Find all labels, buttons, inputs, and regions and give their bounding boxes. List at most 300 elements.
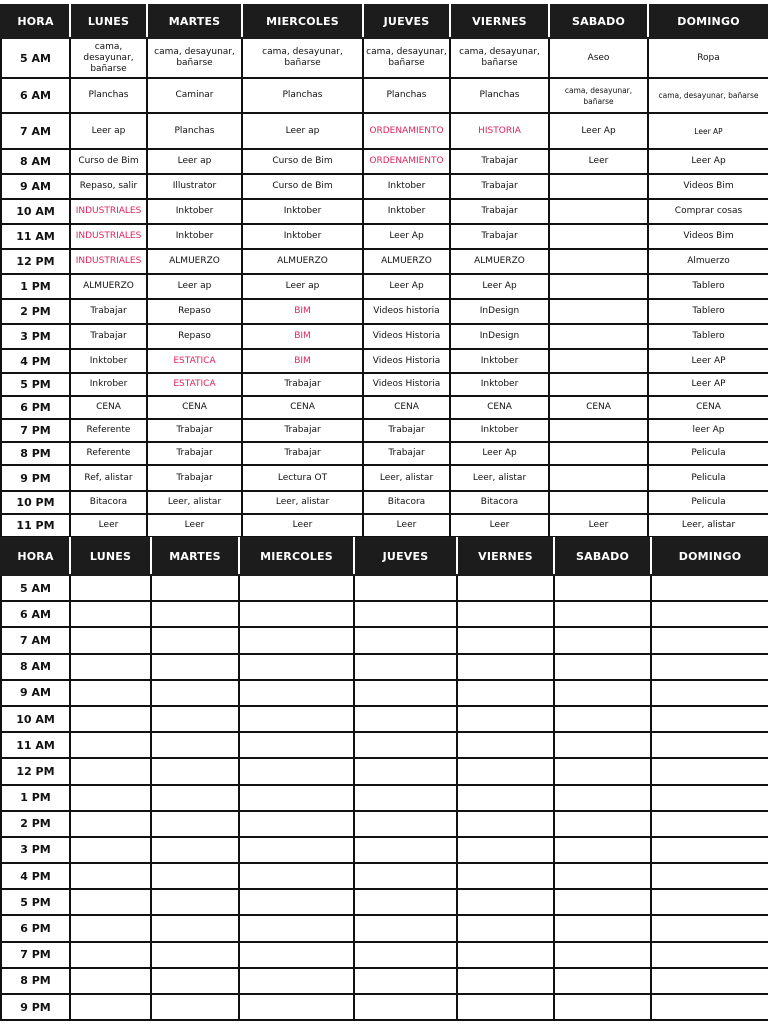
empty-cell-viernes (457, 811, 554, 837)
cell-miercoles: BIM (242, 299, 363, 324)
table-row (1, 968, 768, 994)
hour-label: 7 AM (1, 113, 70, 149)
empty-cell-jueves (354, 575, 457, 601)
hour-label: 4 PM (1, 349, 70, 373)
empty-cell-lunes (70, 785, 151, 811)
hour-label: 10 AM (1, 199, 70, 224)
cell-jueves: Inktober (363, 199, 450, 224)
empty-cell-miercoles (239, 863, 354, 889)
empty-cell-jueves (354, 758, 457, 784)
empty-cell-sabado (554, 680, 651, 706)
cell-martes: Trabajar (147, 465, 242, 491)
empty-cell-miercoles (239, 942, 354, 968)
empty-cell-martes (151, 994, 239, 1020)
cell-domingo: Videos Bim (648, 224, 768, 249)
table-row (1, 149, 768, 174)
cell-viernes: Leer Ap (450, 274, 549, 299)
cell-miercoles: CENA (242, 396, 363, 419)
hour-label: 11 AM (1, 732, 70, 758)
empty-cell-martes (151, 654, 239, 680)
empty-cell-domingo (651, 785, 768, 811)
cell-jueves: Leer Ap (363, 274, 450, 299)
empty-cell-jueves (354, 732, 457, 758)
cell-lunes: Repaso, salir (70, 174, 147, 199)
cell-martes: ESTATICA (147, 349, 242, 373)
cell-jueves: Leer (363, 514, 450, 537)
table-row (1, 299, 768, 324)
table-row (1, 465, 768, 491)
cell-martes: Trabajar (147, 419, 242, 442)
table-row (1, 38, 768, 78)
hour-label: 3 PM (1, 324, 70, 349)
cell-jueves: Videos historia (363, 299, 450, 324)
cell-miercoles: Trabajar (242, 419, 363, 442)
cell-sabado: Leer (549, 149, 648, 174)
cell-domingo: Tablero (648, 299, 768, 324)
cell-lunes: Ref, alistar (70, 465, 147, 491)
empty-cell-domingo (651, 732, 768, 758)
cell-domingo: Leer Ap (648, 149, 768, 174)
empty-cell-martes (151, 601, 239, 627)
cell-martes: Planchas (147, 113, 242, 149)
empty-cell-lunes (70, 627, 151, 653)
cell-jueves: Videos Historia (363, 349, 450, 373)
table-row (1, 654, 768, 680)
empty-cell-viernes (457, 680, 554, 706)
cell-viernes: Inktober (450, 373, 549, 396)
header-row (1, 5, 768, 38)
empty-cell-sabado (554, 706, 651, 732)
cell-martes: CENA (147, 396, 242, 419)
cell-jueves: CENA (363, 396, 450, 419)
empty-cell-jueves (354, 627, 457, 653)
empty-cell-jueves (354, 680, 457, 706)
table-row (1, 249, 768, 274)
empty-cell-jueves (354, 654, 457, 680)
empty-cell-miercoles (239, 601, 354, 627)
cell-lunes: INDUSTRIALES (70, 199, 147, 224)
cell-miercoles: Inktober (242, 224, 363, 249)
cell-martes: cama, desayunar, bañarse (147, 38, 242, 78)
hour-label: 11 PM (1, 514, 70, 537)
cell-domingo: CENA (648, 396, 768, 419)
cell-jueves: Inktober (363, 174, 450, 199)
cell-viernes: Trabajar (450, 174, 549, 199)
cell-miercoles: Leer, alistar (242, 491, 363, 514)
cell-sabado (549, 224, 648, 249)
cell-martes: Leer (147, 514, 242, 537)
cell-domingo: Leer AP (648, 349, 768, 373)
empty-cell-lunes (70, 863, 151, 889)
cell-domingo: Leer AP (648, 113, 768, 149)
empty-cell-martes (151, 706, 239, 732)
cell-lunes: Leer (70, 514, 147, 537)
empty-cell-viernes (457, 968, 554, 994)
empty-cell-miercoles (239, 811, 354, 837)
table-row (1, 373, 768, 396)
cell-lunes: INDUSTRIALES (70, 249, 147, 274)
cell-martes: Trabajar (147, 442, 242, 465)
hour-label: 11 AM (1, 224, 70, 249)
table-row (1, 199, 768, 224)
empty-cell-lunes (70, 601, 151, 627)
empty-cell-martes (151, 811, 239, 837)
hour-label: 8 AM (1, 654, 70, 680)
header-martes: MARTES (147, 5, 242, 38)
empty-cell-miercoles (239, 758, 354, 784)
empty-cell-domingo (651, 706, 768, 732)
cell-jueves: Videos Historia (363, 373, 450, 396)
empty-cell-viernes (457, 575, 554, 601)
cell-miercoles: Trabajar (242, 442, 363, 465)
cell-miercoles: Inktober (242, 199, 363, 224)
empty-cell-viernes (457, 601, 554, 627)
empty-cell-martes (151, 942, 239, 968)
empty-cell-domingo (651, 915, 768, 941)
table-row (1, 324, 768, 349)
empty-cell-lunes (70, 889, 151, 915)
hour-label: 1 PM (1, 785, 70, 811)
cell-jueves: cama, desayunar, bañarse (363, 38, 450, 78)
empty-cell-lunes (70, 575, 151, 601)
cell-martes: Caminar (147, 78, 242, 113)
cell-jueves: Videos Historia (363, 324, 450, 349)
empty-cell-miercoles (239, 837, 354, 863)
empty-cell-sabado (554, 942, 651, 968)
empty-cell-sabado (554, 968, 651, 994)
empty-cell-domingo (651, 889, 768, 915)
cell-domingo: Tablero (648, 324, 768, 349)
empty-cell-martes (151, 889, 239, 915)
table-row (1, 915, 768, 941)
cell-miercoles: Planchas (242, 78, 363, 113)
hour-label: 1 PM (1, 274, 70, 299)
header-martes: MARTES (151, 538, 239, 575)
header-lunes: LUNES (70, 5, 147, 38)
table-row (1, 491, 768, 514)
cell-viernes: Trabajar (450, 149, 549, 174)
cell-sabado (549, 442, 648, 465)
cell-jueves: Trabajar (363, 442, 450, 465)
cell-domingo: cama, desayunar, bañarse (648, 78, 768, 113)
cell-lunes: Leer ap (70, 113, 147, 149)
empty-cell-sabado (554, 811, 651, 837)
cell-sabado: CENA (549, 396, 648, 419)
table-row (1, 706, 768, 732)
empty-cell-viernes (457, 758, 554, 784)
empty-cell-jueves (354, 837, 457, 863)
empty-cell-viernes (457, 837, 554, 863)
cell-sabado: Leer (549, 514, 648, 537)
cell-jueves: ALMUERZO (363, 249, 450, 274)
empty-cell-domingo (651, 942, 768, 968)
empty-cell-martes (151, 758, 239, 784)
cell-martes: Inktober (147, 199, 242, 224)
cell-lunes: Inktober (70, 349, 147, 373)
cell-sabado: Leer Ap (549, 113, 648, 149)
hour-label: 10 AM (1, 706, 70, 732)
cell-lunes: INDUSTRIALES (70, 224, 147, 249)
cell-jueves: Leer, alistar (363, 465, 450, 491)
cell-martes: Leer ap (147, 149, 242, 174)
header-sabado: SABADO (554, 538, 651, 575)
cell-martes: Leer, alistar (147, 491, 242, 514)
empty-cell-miercoles (239, 889, 354, 915)
cell-miercoles: ALMUERZO (242, 249, 363, 274)
empty-cell-viernes (457, 994, 554, 1020)
cell-jueves: Bitacora (363, 491, 450, 514)
header-viernes: VIERNES (450, 5, 549, 38)
cell-lunes: Trabajar (70, 299, 147, 324)
table-row (1, 785, 768, 811)
header-miercoles: MIERCOLES (242, 5, 363, 38)
empty-cell-viernes (457, 889, 554, 915)
cell-sabado (549, 373, 648, 396)
cell-jueves: Planchas (363, 78, 450, 113)
table-row (1, 575, 768, 601)
cell-lunes: CENA (70, 396, 147, 419)
empty-cell-sabado (554, 758, 651, 784)
table-row (1, 224, 768, 249)
hour-label: 6 AM (1, 78, 70, 113)
hour-label: 2 PM (1, 299, 70, 324)
cell-sabado (549, 349, 648, 373)
hour-label: 5 AM (1, 38, 70, 78)
cell-domingo: Leer, alistar (648, 514, 768, 537)
cell-jueves: ORDENAMIENTO (363, 113, 450, 149)
filled-schedule-table (0, 4, 768, 538)
empty-cell-martes (151, 837, 239, 863)
empty-cell-miercoles (239, 732, 354, 758)
empty-cell-lunes (70, 732, 151, 758)
table-row (1, 758, 768, 784)
cell-miercoles: Trabajar (242, 373, 363, 396)
cell-viernes: InDesign (450, 299, 549, 324)
empty-cell-domingo (651, 601, 768, 627)
empty-cell-martes (151, 680, 239, 706)
empty-cell-martes (151, 627, 239, 653)
hour-label: 4 PM (1, 863, 70, 889)
cell-sabado (549, 249, 648, 274)
hour-label: 2 PM (1, 811, 70, 837)
empty-cell-jueves (354, 706, 457, 732)
empty-cell-domingo (651, 863, 768, 889)
hour-label: 7 PM (1, 419, 70, 442)
cell-domingo: Pelicula (648, 465, 768, 491)
table-row (1, 349, 768, 373)
empty-cell-lunes (70, 837, 151, 863)
cell-sabado (549, 465, 648, 491)
cell-jueves: Leer Ap (363, 224, 450, 249)
cell-lunes: Referente (70, 419, 147, 442)
empty-cell-jueves (354, 785, 457, 811)
empty-cell-domingo (651, 575, 768, 601)
empty-cell-martes (151, 915, 239, 941)
table-row (1, 889, 768, 915)
cell-domingo: Pelicula (648, 491, 768, 514)
empty-cell-sabado (554, 575, 651, 601)
empty-cell-sabado (554, 654, 651, 680)
empty-cell-miercoles (239, 994, 354, 1020)
blank-schedule-table (0, 537, 768, 1021)
cell-lunes: Trabajar (70, 324, 147, 349)
table-row (1, 942, 768, 968)
header-domingo: DOMINGO (648, 5, 768, 38)
empty-cell-domingo (651, 837, 768, 863)
empty-cell-miercoles (239, 575, 354, 601)
table-row (1, 994, 768, 1020)
cell-jueves: Trabajar (363, 419, 450, 442)
hour-label: 5 PM (1, 889, 70, 915)
hour-label: 10 PM (1, 491, 70, 514)
table-row (1, 732, 768, 758)
cell-sabado (549, 419, 648, 442)
cell-viernes: cama, desayunar, bañarse (450, 38, 549, 78)
empty-cell-miercoles (239, 785, 354, 811)
table-row (1, 442, 768, 465)
hour-label: 3 PM (1, 837, 70, 863)
hour-label: 8 PM (1, 968, 70, 994)
hour-label: 12 PM (1, 758, 70, 784)
hour-label: 9 PM (1, 994, 70, 1020)
cell-martes: Repaso (147, 299, 242, 324)
cell-martes: Inktober (147, 224, 242, 249)
cell-martes: Illustrator (147, 174, 242, 199)
empty-cell-viernes (457, 785, 554, 811)
cell-domingo: Almuerzo (648, 249, 768, 274)
cell-domingo: Comprar cosas (648, 199, 768, 224)
cell-viernes: CENA (450, 396, 549, 419)
empty-cell-miercoles (239, 627, 354, 653)
empty-cell-lunes (70, 968, 151, 994)
hour-label: 5 PM (1, 373, 70, 396)
empty-cell-martes (151, 968, 239, 994)
cell-viernes: Bitacora (450, 491, 549, 514)
cell-viernes: Inktober (450, 349, 549, 373)
empty-cell-jueves (354, 601, 457, 627)
cell-sabado (549, 199, 648, 224)
hour-label: 5 AM (1, 575, 70, 601)
header-miercoles: MIERCOLES (239, 538, 354, 575)
cell-viernes: ALMUERZO (450, 249, 549, 274)
cell-miercoles: BIM (242, 324, 363, 349)
hour-label: 12 PM (1, 249, 70, 274)
empty-cell-jueves (354, 889, 457, 915)
hour-label: 8 PM (1, 442, 70, 465)
table-row (1, 863, 768, 889)
cell-domingo: Videos Bim (648, 174, 768, 199)
cell-martes: Leer ap (147, 274, 242, 299)
cell-lunes: Curso de Bim (70, 149, 147, 174)
cell-martes: ESTATICA (147, 373, 242, 396)
cell-martes: Repaso (147, 324, 242, 349)
empty-cell-domingo (651, 968, 768, 994)
cell-domingo: Leer AP (648, 373, 768, 396)
hour-label: 6 PM (1, 396, 70, 419)
table-row (1, 113, 768, 149)
cell-lunes: ALMUERZO (70, 274, 147, 299)
table-row (1, 396, 768, 419)
cell-viernes: Leer Ap (450, 442, 549, 465)
empty-cell-martes (151, 732, 239, 758)
empty-cell-viernes (457, 654, 554, 680)
cell-sabado (549, 174, 648, 199)
header-row (1, 538, 768, 575)
empty-cell-jueves (354, 942, 457, 968)
table-row (1, 174, 768, 199)
hour-label: 9 AM (1, 174, 70, 199)
empty-cell-sabado (554, 785, 651, 811)
empty-cell-viernes (457, 627, 554, 653)
cell-jueves: ORDENAMIENTO (363, 149, 450, 174)
cell-domingo: leer Ap (648, 419, 768, 442)
empty-cell-lunes (70, 811, 151, 837)
cell-sabado: cama, desayunar, bañarse (549, 78, 648, 113)
cell-miercoles: BIM (242, 349, 363, 373)
cell-sabado (549, 491, 648, 514)
table-row (1, 627, 768, 653)
empty-cell-miercoles (239, 968, 354, 994)
cell-viernes: Trabajar (450, 224, 549, 249)
cell-miercoles: cama, desayunar, bañarse (242, 38, 363, 78)
empty-cell-miercoles (239, 654, 354, 680)
cell-viernes: Leer, alistar (450, 465, 549, 491)
cell-sabado (549, 299, 648, 324)
empty-cell-domingo (651, 994, 768, 1020)
cell-miercoles: Leer ap (242, 274, 363, 299)
empty-cell-sabado (554, 863, 651, 889)
header-jueves: JUEVES (363, 5, 450, 38)
header-hora: HORA (1, 5, 70, 38)
cell-domingo: Ropa (648, 38, 768, 78)
empty-cell-domingo (651, 627, 768, 653)
empty-cell-sabado (554, 601, 651, 627)
empty-cell-lunes (70, 654, 151, 680)
cell-lunes: Planchas (70, 78, 147, 113)
empty-cell-jueves (354, 968, 457, 994)
hour-label: 6 AM (1, 601, 70, 627)
empty-cell-viernes (457, 732, 554, 758)
table-row (1, 78, 768, 113)
hour-label: 7 AM (1, 627, 70, 653)
empty-cell-miercoles (239, 680, 354, 706)
empty-cell-jueves (354, 811, 457, 837)
empty-cell-lunes (70, 706, 151, 732)
header-lunes: LUNES (70, 538, 151, 575)
cell-lunes: cama, desayunar, bañarse (70, 38, 147, 78)
table-row (1, 601, 768, 627)
header-sabado: SABADO (549, 5, 648, 38)
empty-cell-lunes (70, 758, 151, 784)
header-jueves: JUEVES (354, 538, 457, 575)
empty-cell-lunes (70, 915, 151, 941)
table-row (1, 837, 768, 863)
empty-cell-viernes (457, 915, 554, 941)
empty-cell-domingo (651, 758, 768, 784)
cell-sabado (549, 274, 648, 299)
cell-domingo: Tablero (648, 274, 768, 299)
empty-cell-martes (151, 863, 239, 889)
header-hora: HORA (1, 538, 70, 575)
cell-lunes: Inkrober (70, 373, 147, 396)
cell-viernes: Leer (450, 514, 549, 537)
cell-sabado: Aseo (549, 38, 648, 78)
cell-miercoles: Lectura OT (242, 465, 363, 491)
table-row (1, 514, 768, 537)
empty-cell-sabado (554, 915, 651, 941)
cell-domingo: Pelicula (648, 442, 768, 465)
empty-cell-domingo (651, 680, 768, 706)
